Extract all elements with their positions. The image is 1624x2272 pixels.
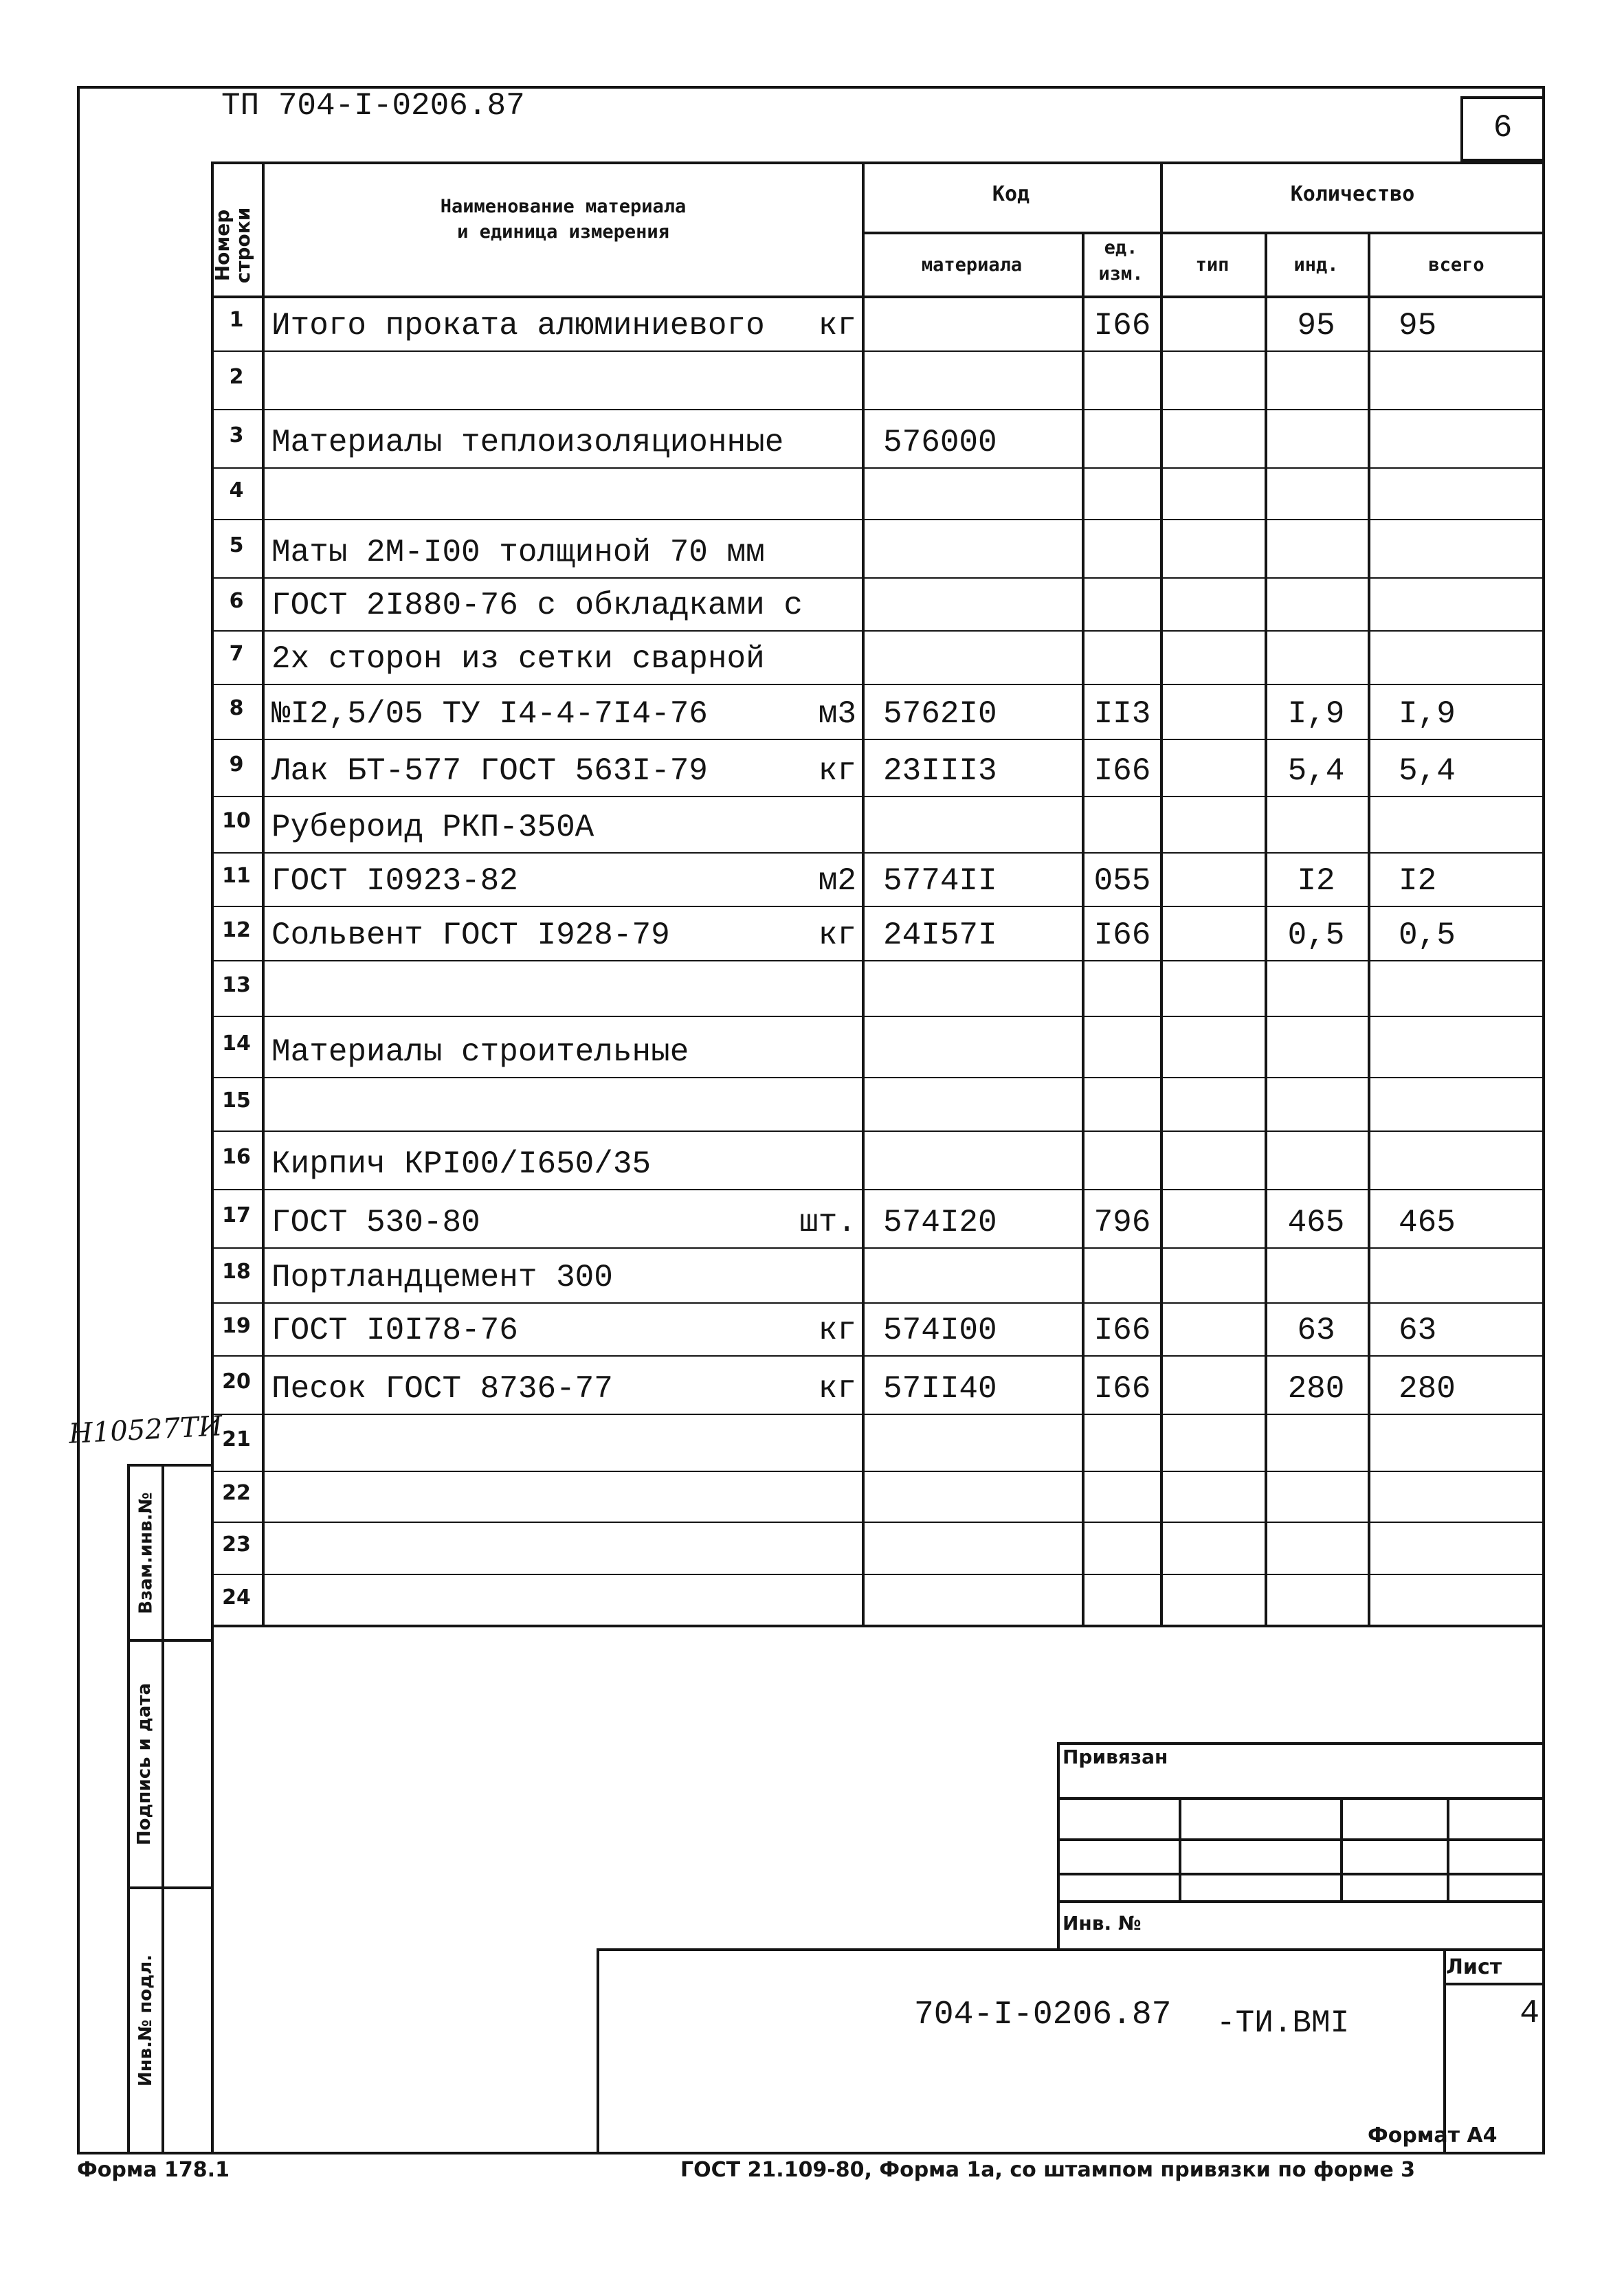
row-separator [211, 1522, 1545, 1523]
cell-name: Портландцемент 300 [271, 1260, 613, 1295]
cell-total: 95 [1399, 308, 1437, 344]
privyazan-label: Привязан [1063, 1746, 1168, 1768]
cell-ind: I2 [1297, 863, 1335, 899]
row-separator [211, 350, 1545, 352]
form-left: Форма 178.1 [77, 2158, 230, 2182]
material-header: материала [921, 254, 1023, 276]
row-separator [211, 467, 1545, 469]
row-separator [211, 409, 1545, 410]
title-block-top [597, 1948, 1545, 1951]
sheet-label: Лист [1446, 1955, 1502, 1979]
row-separator [211, 577, 1545, 579]
cell-n: 5 [229, 533, 244, 557]
stamp-line-c [1057, 1873, 1545, 1875]
cell-name: Материалы теплоизоляционные [271, 425, 784, 460]
unit-header-line1: ед. [1104, 237, 1138, 258]
row-separator [211, 1077, 1545, 1078]
cell-unit: м2 [818, 863, 856, 899]
row-separator [211, 1016, 1545, 1017]
stamp-col-3 [1447, 1797, 1449, 1900]
cell-name: Песок ГОСТ 8736-77 [271, 1371, 613, 1407]
row-separator [211, 1302, 1545, 1304]
cell-n: 6 [229, 588, 244, 613]
cell-name: Кирпич КРI00/I650/35 [271, 1146, 652, 1182]
row-separator [211, 1131, 1545, 1132]
doc-code: ТП 704-I-0206.87 [221, 88, 525, 124]
row-separator [211, 739, 1545, 740]
cell-unit: кг [818, 308, 856, 344]
side-label-vzam: Взам.инв.№ [135, 1492, 157, 1614]
type-header: тип [1195, 254, 1230, 276]
cell-n: 1 [229, 308, 244, 332]
cell-unit: м3 [818, 696, 856, 732]
cell-n: 24 [222, 1585, 251, 1610]
sheet-number: 4 [1520, 1995, 1539, 2032]
cell-n: 19 [222, 1313, 251, 1338]
cell-name: ГОСТ I0923-82 [271, 863, 518, 899]
cell-ind: I,9 [1287, 696, 1345, 732]
cell-n: 10 [222, 809, 251, 833]
stamp-line-d [1057, 1900, 1545, 1903]
cell-ind: 95 [1297, 308, 1335, 344]
name-header-line2: и единица измерения [457, 221, 669, 243]
cell-ucode: I66 [1093, 308, 1151, 344]
sheet-box-mid [1443, 1983, 1545, 1985]
cell-name: №I2,5/05 ТУ I4-4-7I4-76 [271, 696, 708, 732]
cell-ucode: I66 [1093, 1313, 1151, 1348]
cell-ucode: I66 [1093, 1371, 1151, 1407]
cell-name: ГОСТ 2I880-76 с обкладками с [271, 588, 803, 623]
cell-unit: шт. [799, 1205, 856, 1240]
cell-ucode: I66 [1093, 753, 1151, 789]
title-block-left [597, 1948, 599, 2154]
unit-header-line2: изм. [1098, 263, 1144, 285]
cell-name: Сольвент ГОСТ I928-79 [271, 917, 670, 953]
cell-n: 15 [222, 1089, 251, 1113]
cell-ind: 63 [1297, 1313, 1335, 1348]
total-header: всего [1428, 254, 1484, 276]
cell-unit: кг [818, 917, 856, 953]
code-header: Код [992, 182, 1030, 206]
col-line-num [262, 162, 265, 1627]
cell-name: Рубероид РКП-350А [271, 810, 594, 845]
cell-n: 23 [222, 1533, 251, 1557]
cell-code: 574I00 [883, 1313, 997, 1348]
stamp-left-line [1057, 1742, 1060, 1948]
stamp-col-2 [1340, 1797, 1343, 1900]
side-label-inv: Инв.№ подл. [135, 1954, 156, 2087]
cell-n: 12 [222, 917, 251, 942]
col-line-ind [1368, 232, 1370, 1627]
cell-total: I,9 [1399, 696, 1456, 732]
quantity-header: Количество [1290, 182, 1415, 206]
cell-n: 21 [222, 1427, 251, 1451]
row-separator [211, 1247, 1545, 1249]
row-separator [211, 852, 1545, 854]
cell-total: 5,4 [1399, 753, 1456, 789]
stamp-top-line [1057, 1742, 1545, 1745]
row-separator [211, 1471, 1545, 1472]
row-separator [211, 796, 1545, 797]
page-number: 6 [1493, 110, 1513, 146]
doc-suffix: -ТИ.ВМI [1216, 2005, 1350, 2041]
cell-ind: 5,4 [1287, 753, 1345, 789]
handwritten-note: Н10527ТИ [67, 1410, 223, 1450]
side-label-podpis: Подпись и дата [134, 1682, 155, 1846]
cell-n: 20 [222, 1369, 251, 1394]
cell-name: 2х сторон из сетки сварной [271, 641, 765, 677]
cell-ucode: 055 [1093, 863, 1151, 899]
row-separator [211, 630, 1545, 632]
row-separator [211, 960, 1545, 961]
cell-code: 5774II [883, 863, 997, 899]
cell-code: 23III3 [883, 753, 997, 789]
cell-n: 16 [222, 1144, 251, 1169]
cell-name: ГОСТ I0I78-76 [271, 1313, 518, 1348]
cell-unit: кг [818, 1313, 856, 1348]
cell-n: 17 [222, 1203, 251, 1227]
cell-code: 24I57I [883, 917, 997, 953]
cell-code: 57II40 [883, 1371, 997, 1407]
row-number-header: Номер строки [211, 207, 254, 284]
cell-n: 2 [229, 364, 244, 389]
cell-n: 8 [229, 696, 244, 720]
row-separator [211, 906, 1545, 907]
cell-ucode: II3 [1093, 696, 1151, 732]
cell-n: 3 [229, 423, 244, 447]
form-right: ГОСТ 21.109-80, Форма 1а, со штампом привязки по форме 3 [680, 2158, 1416, 2182]
side-stamp-divider [162, 1464, 164, 2154]
header-bottom [211, 296, 1545, 298]
cell-ucode: I66 [1093, 917, 1151, 953]
cell-total: 465 [1399, 1205, 1456, 1240]
cell-code: 574I20 [883, 1205, 997, 1240]
cell-name: Маты 2М-I00 толщиной 70 мм [271, 535, 765, 570]
cell-name: ГОСТ 530-80 [271, 1205, 480, 1240]
cell-n: 4 [229, 478, 244, 502]
col-line-name [862, 162, 865, 1627]
row-separator [211, 519, 1545, 520]
cell-ind: 280 [1287, 1371, 1345, 1407]
cell-code: 576000 [883, 425, 997, 460]
row-separator [211, 1355, 1545, 1357]
cell-ucode: 796 [1093, 1205, 1151, 1240]
row-separator [211, 684, 1545, 685]
inv-no-label: Инв. № [1063, 1912, 1142, 1935]
name-header-line1: Наименование материала [440, 196, 687, 217]
cell-n: 7 [229, 642, 244, 666]
cell-code: 5762I0 [883, 696, 997, 732]
doc-number: 704-I-0206.87 [914, 1996, 1172, 2034]
cell-n: 11 [222, 864, 251, 888]
row-separator [211, 1414, 1545, 1415]
cell-total: I2 [1399, 863, 1437, 899]
row-separator [211, 1189, 1545, 1190]
cell-ind: 0,5 [1287, 917, 1345, 953]
cell-name: Лак БТ-577 ГОСТ 563I-79 [271, 753, 708, 789]
ind-header: инд. [1293, 254, 1339, 276]
cell-n: 13 [222, 972, 251, 997]
stamp-line-a [1057, 1797, 1545, 1800]
cell-unit: кг [818, 753, 856, 789]
cell-n: 22 [222, 1481, 251, 1505]
cell-ind: 465 [1287, 1205, 1345, 1240]
cell-name: Материалы строительные [271, 1034, 689, 1070]
header-subline [862, 232, 1545, 234]
cell-n: 14 [222, 1031, 251, 1056]
col-line-unit [1160, 162, 1163, 1627]
cell-name: Итого проката алюминиевого [271, 308, 765, 344]
stamp-col-1 [1179, 1797, 1181, 1900]
stamp-line-b [1057, 1838, 1545, 1841]
cell-total: 0,5 [1399, 917, 1456, 953]
cell-total: 63 [1399, 1313, 1437, 1348]
format-label: Формат А4 [1368, 2124, 1498, 2148]
cell-total: 280 [1399, 1371, 1456, 1407]
cell-n: 18 [222, 1260, 251, 1284]
cell-n: 9 [229, 752, 244, 777]
row-separator [211, 1574, 1545, 1575]
cell-unit: кг [818, 1371, 856, 1407]
